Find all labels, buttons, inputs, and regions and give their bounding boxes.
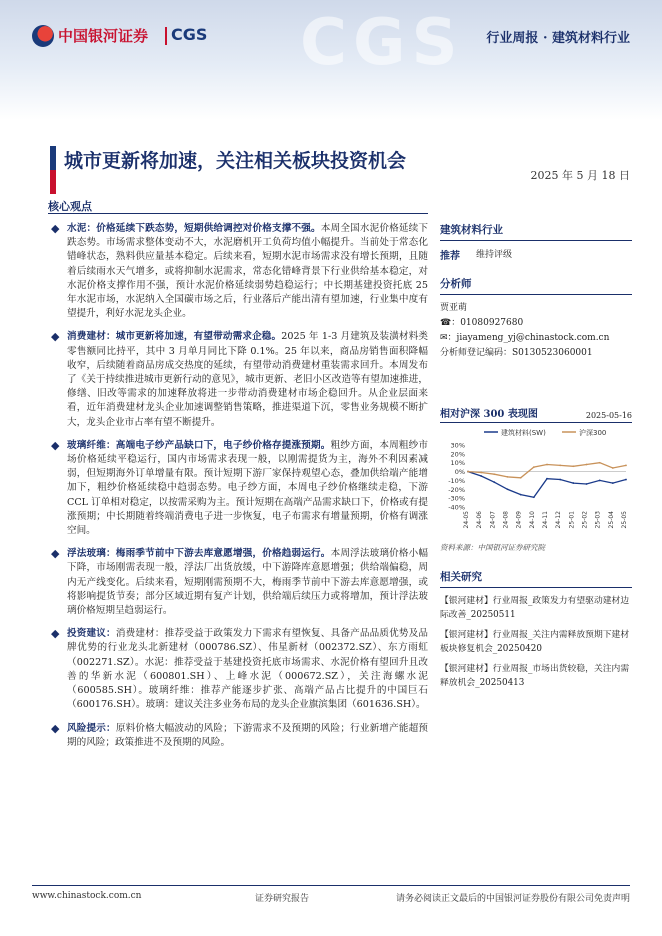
x-tick-label: 24-12 bbox=[555, 511, 563, 529]
brand-logo-icon bbox=[32, 25, 54, 47]
paragraph-lead: 风险提示： bbox=[67, 722, 116, 734]
bullet-icon: ◆ bbox=[51, 330, 60, 344]
relative-performance-chart bbox=[440, 423, 632, 541]
paragraph-consumer-materials bbox=[48, 330, 428, 429]
analyst-email[interactable]: ✉：jiayameng_yj@chinastock.com.cn bbox=[440, 333, 610, 343]
bullet-icon: ◆ bbox=[51, 547, 60, 561]
series-point bbox=[612, 482, 614, 484]
footer-disclaimer: 请务必阅读正文最后的中国银河证券股份有限公司免责声明 bbox=[395, 894, 630, 904]
paragraph-float-glass bbox=[48, 547, 428, 618]
series-point bbox=[520, 477, 522, 479]
series-point bbox=[493, 481, 495, 483]
series-point bbox=[507, 476, 509, 478]
sidebar bbox=[440, 222, 632, 696]
core-views-divider bbox=[48, 213, 428, 214]
paragraph-lead: 水泥：价格延续下跌态势，短期供给调控对价格支撑不强。 bbox=[67, 223, 321, 234]
report-date: 2025 年 5 月 18 日 bbox=[530, 169, 630, 182]
series-point bbox=[599, 480, 601, 482]
analyst-name: 贾亚萌 bbox=[440, 303, 468, 313]
research-link[interactable]: 【银河建材】行业周报_政策发力有望驱动建材边际改善_20250511 bbox=[440, 596, 630, 620]
footer-divider bbox=[32, 885, 630, 886]
industry-heading: 建筑材料行业 bbox=[440, 222, 632, 241]
related-research-heading: 相关研究 bbox=[440, 569, 632, 588]
x-tick-label: 24-09 bbox=[515, 511, 523, 529]
series-point bbox=[586, 483, 588, 485]
main-content bbox=[48, 222, 428, 759]
y-tick-label: 0% bbox=[454, 468, 465, 477]
y-tick-label: -10% bbox=[448, 476, 465, 485]
y-tick-label: 30% bbox=[450, 441, 465, 450]
series-point bbox=[572, 482, 574, 484]
paragraph-body: 本周全国水泥价格延续下跌态势。市场需求整体变动不大，水泥磨机开工负荷均值小幅提升。当前处于常态化错峰状态，熟料供应量基本稳定。后续来看，短期水泥市场需求没有增长预期，且随着后续雨水天气增多，或将抑制水泥需求，常态化错峰背景下行业供给基本稳定，对水泥价格支撑作用不强，预计水泥价格延续弱势趋稳运行；中长期基建投资托底 25 年水泥市场，水泥纳入全国碳市场之后，行业落后产能出清有望加速，行业集中度有望提升，利好水泥龙头企业。 bbox=[67, 223, 429, 320]
paragraph-risk-warning bbox=[48, 722, 428, 750]
x-tick-label: 25-02 bbox=[581, 511, 589, 529]
bullet-icon: ◆ bbox=[51, 222, 60, 235]
header-watermark: CGS bbox=[300, 6, 464, 80]
x-tick-label: 24-06 bbox=[476, 511, 484, 529]
analyst-registration: 分析师登记编码：S0130523060001 bbox=[440, 348, 593, 358]
series-point bbox=[546, 478, 548, 480]
y-tick-label: -20% bbox=[448, 485, 465, 494]
analyst-heading: 分析师 bbox=[440, 276, 632, 295]
series-point bbox=[559, 464, 561, 466]
series-point bbox=[480, 475, 482, 477]
y-tick-label: 20% bbox=[450, 450, 465, 459]
report-type: 行业周报 · 建筑材料行业 bbox=[486, 31, 630, 46]
x-tick-label: 24-11 bbox=[542, 511, 549, 529]
paragraph-glass-fiber bbox=[48, 439, 428, 538]
brand-name: 中国银河证券 bbox=[58, 27, 149, 45]
research-link[interactable]: 【银河建材】行业周报_市场出货较稳，关注内需释放机会_20250413 bbox=[440, 664, 630, 688]
paragraph-body: 2025 年 1-3 月建筑及装潢材料类零售额同比持平，其中 3 月单月同比下降 0.1%。25 年以来，商品房销售面积降幅收窄，后续随着商品房成交热度的延续，有望带动消费建材重装需求回升。本周发布了《关于持续推进城市更新行动的意见》，城市更新、老旧小区改造等有望加速推进，修缮、旧改等需求的加速释放将进一步带动消费建材市场企稳回升。从企业层面来看，近年消费建材龙头企业加速调整销售策略，推进渠道下沉，零售业务规模不断扩大，龙头企业市占率有望不断提升。 bbox=[67, 331, 429, 428]
legend-label: 沪深300 bbox=[579, 429, 607, 437]
rating-row bbox=[440, 247, 632, 262]
chart-source: 资料来源：中国银河证券研究院 bbox=[440, 543, 545, 552]
x-tick-label: 24-07 bbox=[489, 511, 497, 529]
report-title: 城市更新将加速，关注相关板块投资机会 bbox=[64, 150, 407, 172]
y-tick-label: -40% bbox=[448, 503, 465, 512]
paragraph-lead: 浮法玻璃：梅雨季节前中下游去库意愿增强，价格趋弱运行。 bbox=[67, 548, 331, 560]
series-point bbox=[507, 488, 509, 490]
rating-label: 推荐 bbox=[440, 251, 460, 262]
bullet-icon: ◆ bbox=[51, 721, 60, 735]
paragraph-body: 粗纱方面，本周粗纱市场价格延续平稳运行，国内市场需求表现一般，以刚需提货为主，海外不利因素减弱，但短期海外订单增量有限。预计短期下游厂家保持观望心态，叠加供给端产能增加下，粗纱价格延续稳中趋弱态势。电子纱方面，本周电子纱价格继续走稳，下游 CCL 订单相对稳定，以按需采购为主。预计短期在高端产品需求缺口下，价格或有提涨预期；中长期随着终端消费电子进一步恢复，电子布需求有增量预期，价格有调涨空间。 bbox=[67, 439, 429, 537]
bullet-icon: ◆ bbox=[51, 438, 60, 452]
chart-date: 2025-05-16 bbox=[585, 411, 632, 420]
series-point bbox=[467, 471, 469, 473]
paragraph-lead: 玻璃纤维：高端电子纱产品缺口下，电子纱价格存提涨预期。 bbox=[67, 439, 331, 451]
series-point bbox=[493, 473, 495, 475]
x-tick-label: 25-01 bbox=[568, 511, 576, 529]
paragraph-investment-advice bbox=[48, 627, 428, 712]
bullet-icon: ◆ bbox=[51, 627, 60, 641]
x-tick-label: 24-10 bbox=[528, 511, 536, 529]
x-tick-label: 25-03 bbox=[594, 511, 602, 529]
rating-value: 维持评级 bbox=[476, 250, 513, 260]
chart-title: 相对沪深 300 表现图 bbox=[440, 409, 538, 420]
legend-label: 建筑材料(SW) bbox=[501, 429, 546, 437]
title-accent-bar-top bbox=[50, 146, 56, 170]
series-point bbox=[533, 466, 535, 468]
footer-website[interactable]: www.chinastock.com.cn bbox=[32, 891, 142, 901]
series-point bbox=[572, 465, 574, 467]
series-point bbox=[546, 464, 548, 466]
paragraph-lead: 投资建议： bbox=[67, 628, 116, 640]
research-link[interactable]: 【银河建材】行业周报_关注内需释放预期下建材板块修复机会_20250420 bbox=[440, 630, 630, 654]
core-views-label: 核心观点 bbox=[48, 200, 92, 213]
paragraph-cement bbox=[48, 222, 428, 321]
x-tick-label: 24-05 bbox=[463, 511, 470, 529]
x-tick-label: 24-08 bbox=[502, 511, 510, 529]
y-tick-label: -30% bbox=[448, 494, 465, 503]
brand-separator bbox=[165, 27, 167, 45]
series-point bbox=[625, 464, 627, 466]
series-point bbox=[625, 479, 627, 481]
x-tick-label: 25-04 bbox=[607, 511, 615, 529]
paragraph-lead: 消费建材：城市更新将加速，有望带动需求企稳。 bbox=[67, 331, 282, 343]
series-point bbox=[599, 462, 601, 464]
x-tick-label: 25-05 bbox=[621, 511, 628, 529]
analyst-phone: ☎：01080927680 bbox=[440, 318, 524, 328]
series-line bbox=[468, 472, 626, 498]
series-point bbox=[559, 479, 561, 481]
series-point bbox=[586, 464, 588, 466]
footer-center-label: 证券研究报告 bbox=[255, 894, 310, 904]
brand-code: CGS bbox=[171, 25, 208, 44]
paragraph-body: 本周浮法玻璃价格小幅下降，市场刚需表现一般，浮法厂出货放缓，中下游降库意愿增强；供给端偏稳，周内无产线变化。后续来看，短期刚需预期不大，梅雨季节前中下游去库意愿增强，或将影响提货节奏；部分区域近期有复产计划，供给端后续压力或将增加，预计浮法玻璃价格短期呈趋弱运行。 bbox=[67, 548, 429, 617]
series-point bbox=[520, 494, 522, 496]
paragraph-body: 原料价格大幅波动的风险；下游需求不及预期的风险；行业新增产能超预期的风险；政策推进不及预期的风险。 bbox=[67, 722, 429, 748]
chart-header bbox=[440, 405, 632, 423]
paragraph-body: 消费建材：推荐受益于政策发力下需求有望恢复、具备产品品质优势及品牌优势的行业龙头北新建材（000786.SZ）、伟星新材（002372.SZ）、东方雨虹（002271.SZ）。水泥：推荐受益于基建投资托底市场需求、水泥价格有望回升且改善的华新水泥（600801.SH）、上峰水泥（000672.SZ），关注海螺水泥（600585.SH）。玻璃纤维：推荐产能逐步扩张、高端产品占比提升的中国巨石（600176.SH）。玻璃：建议关注多业务布局的龙头企业旗滨集团（601636.SH）。 bbox=[67, 628, 429, 711]
series-point bbox=[612, 467, 614, 469]
y-tick-label: 10% bbox=[450, 459, 465, 468]
series-point bbox=[533, 496, 535, 498]
series-point bbox=[480, 472, 482, 474]
